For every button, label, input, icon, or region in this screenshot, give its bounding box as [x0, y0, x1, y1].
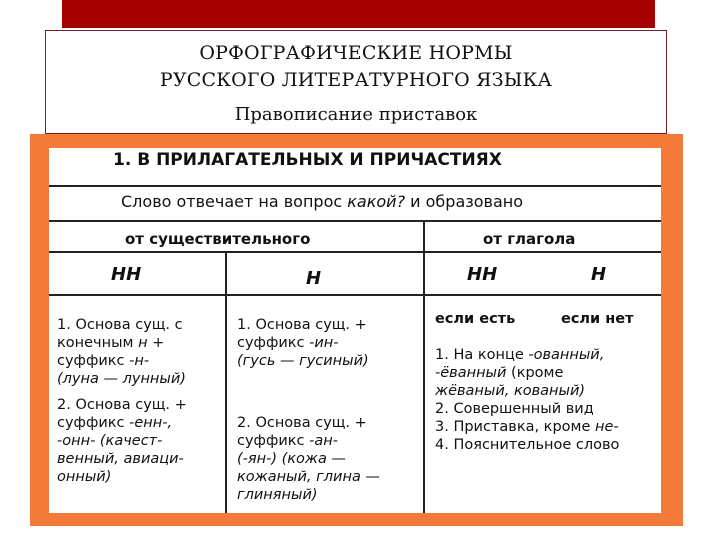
table-line — [49, 185, 661, 187]
rules-table — [49, 148, 661, 513]
from-noun-heading: от существительного — [125, 230, 311, 248]
table-line — [49, 294, 661, 296]
col4-if: если нет — [561, 311, 634, 327]
title-line-1: ОРФОГРАФИЧЕСКИЕ НОРМЫ — [199, 42, 513, 64]
title-line-2: РУССКОГО ЛИТЕРАТУРНОГО ЯЗЫКА — [159, 69, 553, 91]
col3-rules: 1. На конце -ованный, -ёванный (кроме жёваный, кованый) 2. Совершенный вид 3. Приставка, кроме не- 4. Пояснительное слово — [435, 347, 620, 453]
top-accent-bar — [62, 0, 655, 28]
table-line — [49, 251, 661, 253]
section-heading: 1. В ПРИЛАГАТЕЛЬНЫХ И ПРИЧАСТИЯХ — [113, 150, 502, 170]
title-box — [45, 30, 667, 134]
subtitle: Правописание приставок — [234, 104, 478, 125]
col2-rules: 1. Основа сущ. + суффикс -ин- (гусь — гусиный) 2. Основа сущ. + суффикс -ан- (-ян-) (кожа — кожаный, глина — глиняный) — [237, 317, 380, 503]
col3-if: если есть — [435, 311, 516, 327]
from-verb-heading: от глагола — [483, 230, 576, 248]
col4-heading: Н — [591, 264, 607, 285]
table-line — [49, 220, 661, 222]
col2-heading: Н — [306, 268, 322, 289]
question-line: Слово отвечает на вопрос какой? и образовано — [121, 192, 524, 211]
col3-heading: НН — [467, 264, 498, 285]
table-line — [423, 220, 425, 513]
table-line — [225, 251, 227, 513]
col1-heading: НН — [111, 264, 142, 285]
col1-rules: 1. Основа сущ. с конечным н + суффикс -н- (луна — лунный) 2. Основа сущ. + суффикс -енн-, -онн- (качест- венный, авиаци- онный) — [57, 317, 187, 485]
